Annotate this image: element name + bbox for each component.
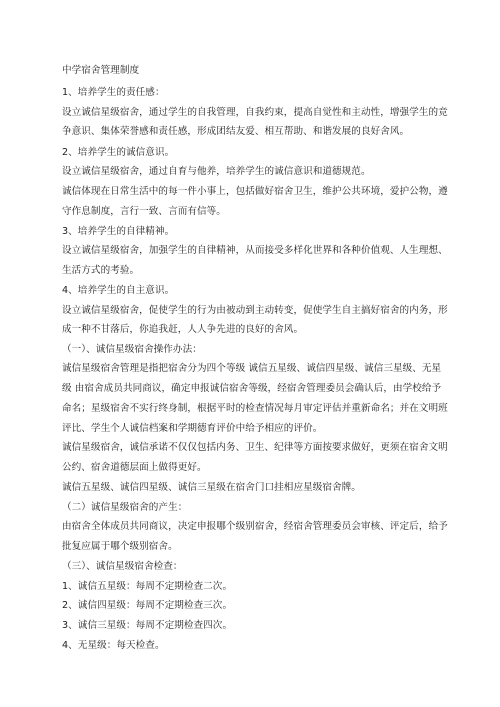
text-line: 成一种不甘落后，你追我赶，人人争先进的良好的舍风。 [62, 324, 304, 335]
text-line: 设立诚信星级宿舍，促使学生的行为由被动到主动转变，促使学生自主搞好宿舍的内务，形 [62, 305, 448, 316]
text-line: 公约、宿舍道德层面上做得更好。 [62, 462, 207, 473]
text-line: 设立诚信星级宿舍，通过学生的自我管理，自我约束，提高自觉性和主动性，增强学生的竞 [62, 107, 448, 118]
text-line: 争意识、集体荣誉感和责任感，形成团结友爱、相互帮助、和谐发展的良好舍风。 [62, 126, 410, 137]
text-line: 诚信体现在日常生活中的每一件小事上，包括做好宿舍卫生，维护公共环境，爱护公物，遵 [62, 186, 448, 197]
text-line: 批复应属于哪个级别宿舍。 [62, 541, 178, 552]
text-line: 由宿舍全体成员共同商议，决定申报哪个级别宿舍，经宿舍管理委员会审核、评定后，给予 [62, 521, 448, 532]
text-line: 命名；星级宿舍不实行终身制，根据平时的检查情况每月审定评估并重新命名；并在文明班 [62, 403, 448, 414]
text-line: 1、诚信五星级：每周不定期检查二次。 [62, 581, 233, 592]
document-title: 中学宿舍管理制度 [62, 65, 140, 76]
text-line: （一）、诚信星级宿舍操作办法： [62, 344, 202, 355]
text-line: 评比、学生个人诚信档案和学期德育评价中给予相应的评价。 [62, 423, 323, 434]
text-line: （三）、诚信星级宿舍检查： [62, 561, 183, 572]
text-line: 4、培养学生的自主意识。 [62, 285, 175, 296]
text-line: 生活方式的考验。 [62, 265, 140, 276]
text-line: 诚信星级宿舍管理是指把宿舍分为四个等级 诚信五星级、诚信四星级、诚信三星级、无星 [62, 363, 442, 374]
text-line: 设立诚信星级宿舍，通过自育与他养，培养学生的诚信意识和道德规范。 [62, 166, 371, 177]
text-line: 设立诚信星级宿舍，加强学生的自律精神，从而接受多样化世界和各种价值观、人生理想、 [62, 245, 448, 256]
text-line: 诚信五星级、诚信四星级、诚信三星级在宿舍门口挂相应星级宿舍牌。 [62, 482, 361, 493]
text-line: 级 由宿舍成员共同商议，确定申报诚信宿舍等级，经宿舍管理委员会确认后，由学校给予 [62, 383, 442, 394]
text-line: 2、诚信四星级：每周不定期检查三次。 [62, 600, 233, 611]
text-line: 4、无星级：每天检查。 [62, 640, 165, 651]
text-line: 3、诚信三星级：每周不定期检查四次。 [62, 620, 233, 631]
text-line: 诚信星级宿舍，诚信承诺不仅仅包括内务、卫生、纪律等方面按要求做好，更须在宿舍文明 [62, 442, 448, 453]
text-line: 3、培养学生的自律精神。 [62, 226, 175, 237]
text-line: 守作息制度，言行一致、言而有信等。 [62, 206, 226, 217]
text-line: （二）诚信星级宿舍的产生： [62, 502, 188, 513]
text-line: 2、培养学生的诚信意识。 [62, 147, 175, 158]
text-line: 1、培养学生的责任感： [62, 87, 165, 98]
